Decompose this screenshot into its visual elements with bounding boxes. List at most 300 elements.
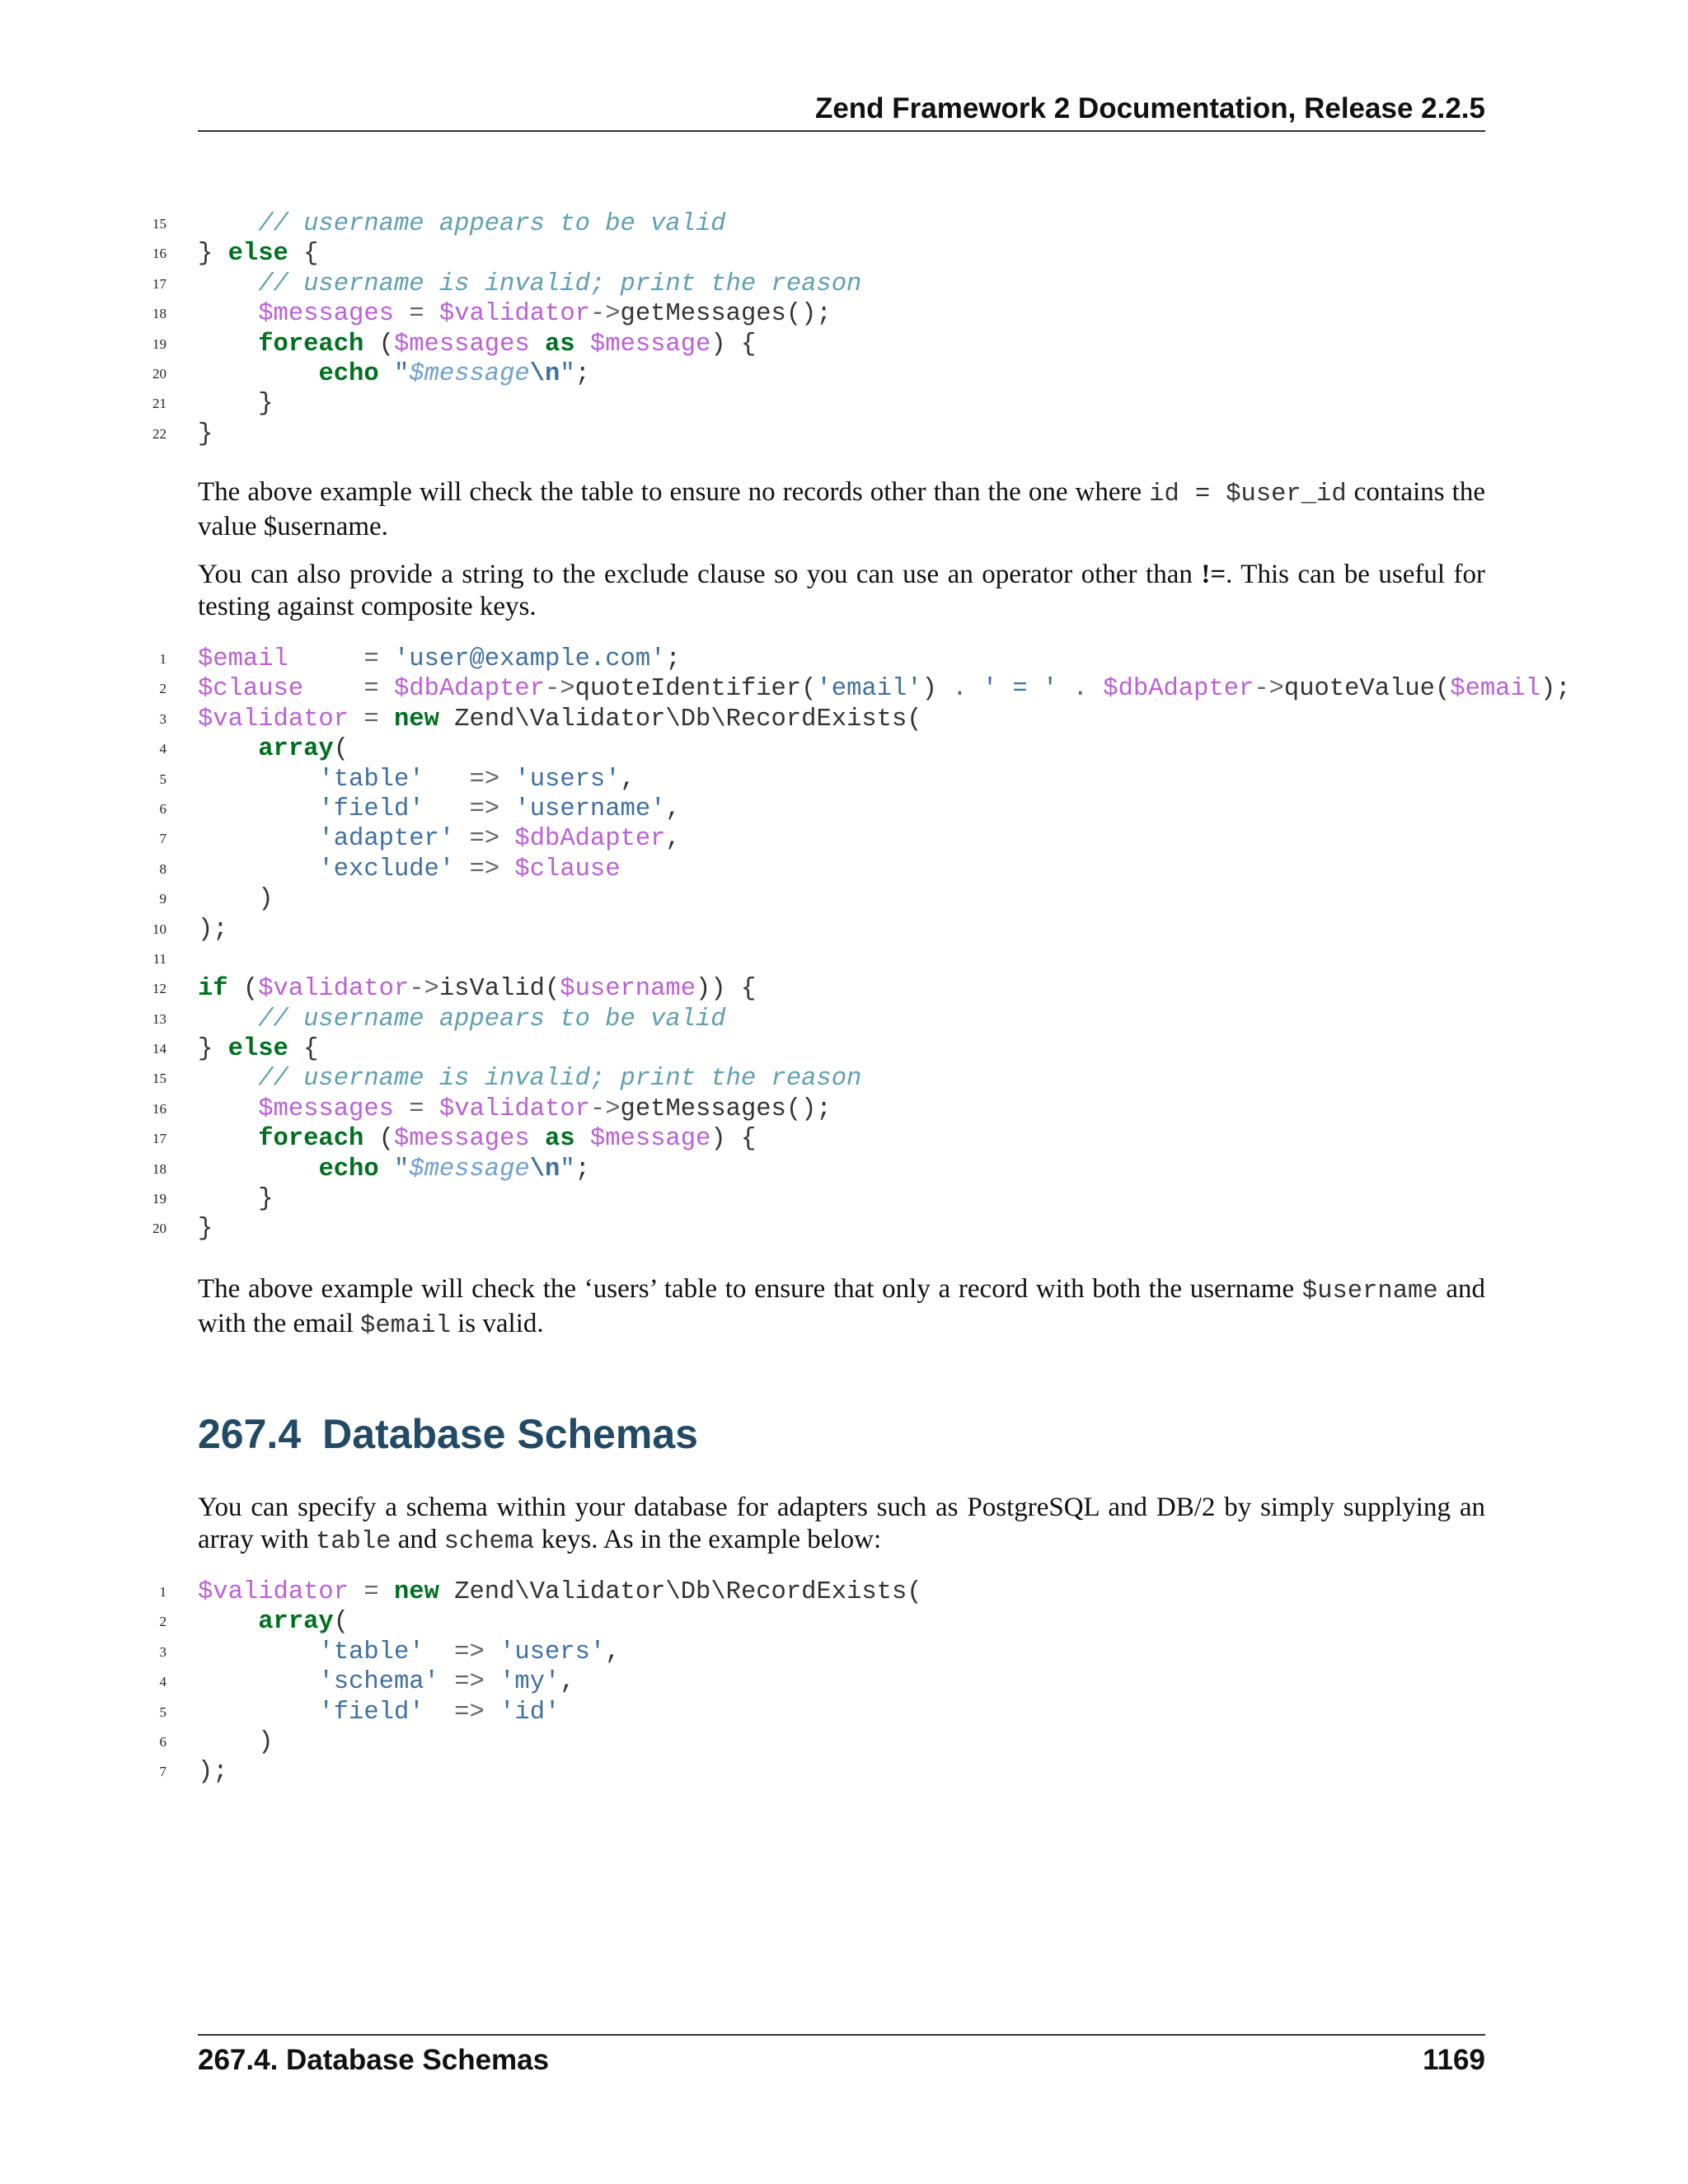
- code-token: (: [333, 735, 349, 764]
- code-token: quoteValue(: [1283, 675, 1451, 704]
- code-token: 'schema': [318, 1668, 439, 1697]
- code-token: $validator: [198, 705, 349, 733]
- footer-rule: [198, 2034, 1485, 2036]
- code-text: [198, 1667, 575, 1697]
- code-token: $email: [198, 645, 288, 673]
- code-token: $dbAdapter: [514, 825, 666, 854]
- code-token: [349, 705, 363, 733]
- code-line: [148, 884, 1599, 914]
- code-line: [148, 974, 1599, 1004]
- code-line: [148, 389, 1599, 419]
- line-number: 15: [152, 1071, 166, 1087]
- code-token: }: [198, 1035, 228, 1064]
- paragraph-text: . This can be useful for testing against composite keys.: [198, 560, 1486, 621]
- code-text: [198, 855, 621, 884]
- code-line: [148, 944, 1599, 974]
- line-number: 2: [159, 681, 166, 697]
- code-token: );: [1540, 675, 1571, 704]
- code-token: [198, 330, 258, 359]
- code-token: as: [545, 330, 575, 359]
- code-token: ): [198, 1727, 274, 1756]
- code-token: ,: [605, 1638, 621, 1666]
- code-text: [198, 705, 922, 734]
- code-token: [439, 1668, 454, 1696]
- code-line: [148, 1607, 1599, 1637]
- code-token: }: [198, 240, 228, 269]
- code-token: [485, 1699, 499, 1727]
- code-token: ->: [589, 1094, 621, 1123]
- page-number: 1169: [1423, 2044, 1485, 2076]
- paragraph-text: The above example will check the table to ensure no records other than the one where: [198, 477, 1150, 507]
- code-block-schema: [148, 1577, 1599, 1788]
- line-number: 4: [159, 1674, 166, 1690]
- line-number: 2: [159, 1614, 166, 1630]
- code-token: [575, 1125, 590, 1153]
- code-token: [1057, 675, 1072, 703]
- code-token: ->: [409, 975, 439, 1004]
- code-token: $dbAdapter: [393, 675, 545, 704]
- code-token: [198, 1638, 318, 1666]
- code-line: [148, 674, 1599, 704]
- code-token: $messages: [258, 1094, 394, 1123]
- line-number: 18: [152, 1160, 166, 1177]
- line-number: 22: [152, 425, 166, 442]
- code-token: [499, 855, 514, 883]
- code-token: echo: [318, 1155, 379, 1183]
- code-text: [198, 734, 349, 764]
- paragraph-composite-result: [198, 1273, 1485, 1343]
- code-token: // username is invalid; print the reason: [198, 269, 862, 298]
- code-token: ): [921, 675, 953, 704]
- code-line: [148, 794, 1599, 824]
- code-text: [198, 1184, 274, 1214]
- code-token: [288, 645, 364, 673]
- code-text: [198, 1214, 213, 1244]
- line-number: 5: [159, 1704, 166, 1720]
- paragraph-text: is valid.: [450, 1309, 544, 1338]
- code-token: [198, 1608, 258, 1636]
- code-line: [148, 419, 1599, 449]
- code-text: [198, 299, 832, 329]
- code-line: [148, 765, 1599, 794]
- code-token: =: [363, 705, 379, 733]
- code-text: [198, 1698, 560, 1727]
- code-token: =>: [469, 794, 500, 823]
- code-token: [394, 1095, 409, 1123]
- code-token: [1088, 675, 1103, 703]
- code-token: ": [393, 1155, 410, 1183]
- code-line: [148, 299, 1599, 329]
- code-token: if: [198, 975, 228, 1004]
- line-number: 13: [152, 1010, 166, 1027]
- paragraph-text: and with the email: [198, 1274, 1485, 1338]
- code-token: ;: [574, 359, 590, 388]
- code-token: $message: [409, 359, 530, 388]
- code-line: [148, 359, 1599, 389]
- code-token: 'table': [318, 765, 424, 794]
- code-text: [198, 1124, 756, 1154]
- code-token: isValid(: [438, 975, 560, 1004]
- code-token: Zend\Validator\Db\RecordExists(: [438, 1578, 922, 1606]
- code-token: $messages: [393, 1125, 530, 1154]
- code-token: 'users': [499, 1638, 606, 1666]
- code-line: [148, 1094, 1599, 1124]
- code-token: ): [198, 885, 274, 914]
- code-text: [198, 974, 756, 1004]
- line-number: 19: [152, 1191, 166, 1207]
- code-token: (: [227, 975, 259, 1004]
- code-token: $dbAdapter: [1103, 675, 1254, 704]
- code-token: $username: [560, 975, 696, 1004]
- code-block-validator-result: [148, 209, 1599, 449]
- code-token: [424, 300, 439, 328]
- code-text: [198, 1155, 590, 1184]
- inline-code: schema: [443, 1528, 535, 1556]
- code-token: [968, 675, 982, 703]
- code-token: =: [363, 1578, 379, 1606]
- line-number: 14: [152, 1041, 166, 1057]
- code-text: [198, 1638, 621, 1667]
- section-number: 267.4: [198, 1411, 302, 1457]
- line-number: 17: [152, 1131, 166, 1147]
- code-token: 'id': [499, 1698, 560, 1727]
- code-token: 'field': [318, 794, 424, 823]
- code-token: =>: [454, 1698, 485, 1727]
- code-token: $clause: [514, 855, 621, 883]
- code-token: $email: [1450, 675, 1541, 704]
- code-token: [379, 1155, 394, 1183]
- code-token: [198, 1095, 258, 1123]
- code-text: [198, 794, 681, 824]
- code-token: \n: [529, 1155, 560, 1183]
- line-number: 5: [159, 771, 166, 787]
- code-token: [379, 1578, 394, 1606]
- code-token: quoteIdentifier(: [574, 675, 817, 704]
- code-token: }: [198, 1215, 213, 1244]
- code-token: [198, 1125, 258, 1153]
- code-token: [198, 855, 318, 883]
- code-token: =>: [469, 855, 500, 883]
- code-text: [198, 1064, 861, 1094]
- code-token: {: [288, 1035, 319, 1064]
- line-number: 21: [152, 396, 166, 412]
- line-number: 11: [152, 950, 166, 967]
- code-token: ": [560, 359, 575, 388]
- code-line: [148, 1155, 1599, 1184]
- code-token: =>: [469, 825, 500, 854]
- line-number: 8: [159, 860, 166, 877]
- code-token: $message: [589, 1125, 711, 1154]
- code-token: as: [545, 1125, 575, 1154]
- code-text: [198, 884, 274, 914]
- line-number: 19: [152, 335, 166, 352]
- code-line: [148, 1214, 1599, 1244]
- code-token: [379, 360, 394, 388]
- code-token: 'exclude': [318, 855, 455, 883]
- paragraph-text: and: [391, 1525, 444, 1554]
- code-token: [499, 795, 514, 823]
- code-line: [148, 855, 1599, 884]
- inline-code: $username: [1301, 1277, 1438, 1305]
- line-number: 18: [152, 306, 166, 322]
- code-line: [148, 1124, 1599, 1154]
- code-token: 'user@example.com': [393, 645, 666, 673]
- code-token: new: [393, 1578, 439, 1606]
- code-text: [198, 1094, 832, 1124]
- code-token: [424, 1699, 455, 1727]
- code-token: [198, 360, 318, 388]
- code-token: (: [363, 330, 394, 359]
- code-text: [198, 1757, 228, 1787]
- code-token: }: [198, 419, 213, 448]
- code-token: $validator: [438, 300, 590, 329]
- bold-operator: !=: [1201, 560, 1226, 589]
- code-text: [198, 674, 1571, 704]
- code-token: =: [409, 300, 424, 329]
- code-text: [198, 359, 590, 389]
- line-number: 1: [159, 1584, 166, 1600]
- code-token: ": [560, 1155, 575, 1183]
- code-token: [499, 825, 514, 853]
- paragraph-schemas: [198, 1492, 1485, 1558]
- line-number: 20: [152, 1221, 166, 1237]
- code-token: 'my': [499, 1668, 560, 1697]
- code-token: =: [363, 645, 379, 673]
- code-line: [148, 239, 1599, 269]
- code-token: [198, 1699, 318, 1727]
- code-token: (: [363, 1125, 394, 1154]
- code-text: [198, 1034, 318, 1064]
- code-token: [198, 300, 258, 328]
- code-line: [148, 1184, 1599, 1214]
- code-text: [198, 1577, 922, 1607]
- code-token: [424, 795, 470, 823]
- line-number: 12: [152, 981, 166, 997]
- code-token: [394, 300, 409, 328]
- paragraph-text: contains the value $username.: [198, 477, 1485, 541]
- code-token: Zend\Validator\Db\RecordExists(: [438, 705, 922, 733]
- code-token: [303, 675, 363, 703]
- code-token: $message: [589, 330, 711, 359]
- line-number: 15: [152, 216, 166, 232]
- code-token: else: [227, 240, 288, 269]
- code-text: [198, 389, 274, 419]
- code-token: $validator: [198, 1578, 349, 1606]
- line-number: 9: [159, 891, 166, 907]
- code-token: [198, 1668, 318, 1696]
- code-token: );: [198, 1758, 228, 1787]
- section-heading: [198, 1409, 698, 1459]
- line-number: 3: [159, 1643, 166, 1660]
- code-line: [148, 209, 1599, 239]
- footer-section: 267.4. Database Schemas: [198, 2044, 550, 2076]
- line-number: 3: [159, 710, 166, 727]
- code-token: array: [258, 1608, 334, 1637]
- code-token: // username appears to be valid: [198, 1005, 726, 1033]
- code-token: ;: [574, 1155, 590, 1183]
- code-text: [198, 915, 228, 944]
- code-token: $messages: [393, 330, 530, 359]
- code-token: $messages: [258, 300, 394, 329]
- code-token: new: [393, 705, 439, 733]
- code-text: [198, 330, 756, 359]
- code-text: [198, 419, 213, 449]
- code-token: array: [258, 735, 334, 764]
- line-number: 1: [159, 651, 166, 667]
- paragraph-text: keys. As in the example below:: [534, 1525, 882, 1554]
- code-line: [148, 644, 1599, 674]
- code-token: }: [198, 1185, 274, 1214]
- code-line: [148, 269, 1599, 299]
- paragraph-exclude-result: [198, 476, 1485, 543]
- section-title: Database Schemas: [322, 1411, 698, 1457]
- code-token: foreach: [258, 1125, 364, 1154]
- code-token: =: [409, 1094, 424, 1123]
- code-token: [530, 1125, 545, 1153]
- code-line: [148, 1667, 1599, 1697]
- code-token: else: [227, 1035, 288, 1064]
- code-line: [148, 1577, 1599, 1607]
- code-token: {: [288, 240, 319, 269]
- code-text: [198, 1727, 274, 1757]
- inline-code: table: [315, 1528, 392, 1556]
- code-text: [198, 824, 681, 854]
- code-token: 'username': [514, 794, 666, 823]
- code-token: 'users': [514, 765, 621, 794]
- line-number: 16: [152, 246, 166, 262]
- code-line: [148, 824, 1599, 854]
- code-token: .: [952, 675, 968, 704]
- line-number: 17: [152, 275, 166, 292]
- code-token: ,: [560, 1668, 575, 1697]
- code-text: [198, 644, 681, 674]
- code-token: [198, 1155, 318, 1183]
- code-token: (: [333, 1608, 349, 1637]
- code-token: [499, 766, 514, 794]
- code-token: [424, 766, 470, 794]
- line-number: 6: [159, 800, 166, 817]
- code-line: [148, 330, 1599, 359]
- code-line: [148, 1757, 1599, 1787]
- code-token: echo: [318, 359, 379, 388]
- line-number: 20: [152, 365, 166, 382]
- code-token: ,: [620, 765, 635, 794]
- code-line: [148, 1727, 1599, 1757]
- code-token: 'table': [318, 1638, 424, 1666]
- code-text: [198, 269, 861, 299]
- code-text: [198, 209, 726, 239]
- code-token: 'adapter': [318, 825, 455, 854]
- code-line: [148, 1638, 1599, 1667]
- code-token: [485, 1668, 499, 1696]
- code-token: [575, 330, 590, 359]
- inline-code: $email: [360, 1312, 451, 1340]
- code-token: $message: [409, 1155, 530, 1183]
- code-token: =: [363, 675, 379, 704]
- code-text: [198, 1607, 349, 1637]
- code-token: ,: [665, 825, 681, 854]
- code-block-exclude-clause: [148, 644, 1599, 1244]
- code-line: [148, 1034, 1599, 1064]
- code-token: foreach: [258, 330, 364, 359]
- line-number: 7: [159, 831, 166, 847]
- code-token: ->: [589, 300, 621, 329]
- paragraph-text: You can also provide a string to the exclude clause so you can use an operator other than: [198, 560, 1202, 589]
- line-number: 7: [159, 1764, 166, 1780]
- code-token: ) {: [710, 1125, 757, 1154]
- code-token: ->: [1254, 675, 1284, 704]
- code-token: [198, 825, 318, 853]
- code-token: [485, 1638, 499, 1666]
- code-token: [349, 1578, 363, 1606]
- code-line: [148, 915, 1599, 944]
- code-token: [530, 330, 545, 359]
- paragraph-text: You can specify a schema within your database for adapters such as PostgreSQL and DB/2 by simply supplying an array with: [198, 1493, 1485, 1554]
- inline-code: id = $user_id: [1149, 480, 1347, 509]
- code-text: [198, 765, 635, 794]
- paragraph-exclude-clause: [198, 559, 1485, 623]
- code-token: getMessages();: [620, 300, 832, 329]
- line-number: 6: [159, 1733, 166, 1750]
- code-token: [198, 766, 318, 794]
- code-token: [379, 705, 394, 733]
- code-token: );: [198, 915, 228, 944]
- running-header: Zend Framework 2 Documentation, Release 2.2.5: [814, 92, 1485, 124]
- code-text: [198, 239, 318, 269]
- code-line: [148, 1064, 1599, 1094]
- code-token: .: [1072, 675, 1088, 704]
- code-token: ) {: [710, 330, 757, 359]
- code-token: [454, 855, 469, 883]
- code-token: // username appears to be valid: [198, 210, 726, 238]
- code-token: ;: [665, 645, 681, 673]
- code-token: [198, 795, 318, 823]
- code-token: [379, 645, 394, 673]
- code-token: 'field': [318, 1698, 424, 1727]
- header-rule: [198, 130, 1485, 132]
- line-number: 10: [152, 921, 166, 937]
- code-token: [454, 825, 469, 853]
- line-number: 16: [152, 1100, 166, 1117]
- code-token: =>: [469, 765, 500, 794]
- running-footer: [198, 2041, 1485, 2080]
- code-token: )) {: [696, 975, 757, 1004]
- code-line: [148, 1005, 1599, 1034]
- code-token: [198, 735, 258, 763]
- code-token: getMessages();: [620, 1094, 832, 1123]
- line-number: 4: [159, 741, 166, 757]
- paragraph-text: The above example will check the ‘users’ table to ensure that only a record with both the username: [198, 1274, 1302, 1304]
- code-token: =>: [454, 1638, 485, 1666]
- code-line: [148, 1698, 1599, 1727]
- code-token: 'email': [816, 675, 922, 704]
- code-token: $validator: [438, 1094, 590, 1123]
- code-token: [424, 1638, 455, 1666]
- code-token: [424, 1095, 439, 1123]
- code-token: $clause: [198, 675, 304, 704]
- code-text: [198, 1005, 726, 1034]
- code-token: \n: [529, 359, 560, 388]
- code-token: [379, 675, 394, 703]
- code-token: ": [393, 359, 410, 388]
- code-line: [148, 734, 1599, 764]
- code-line: [148, 705, 1599, 734]
- code-token: }: [198, 390, 274, 419]
- code-token: ->: [545, 675, 575, 704]
- code-token: ,: [665, 794, 681, 823]
- code-token: =>: [454, 1668, 485, 1697]
- code-token: // username is invalid; print the reason: [198, 1065, 862, 1094]
